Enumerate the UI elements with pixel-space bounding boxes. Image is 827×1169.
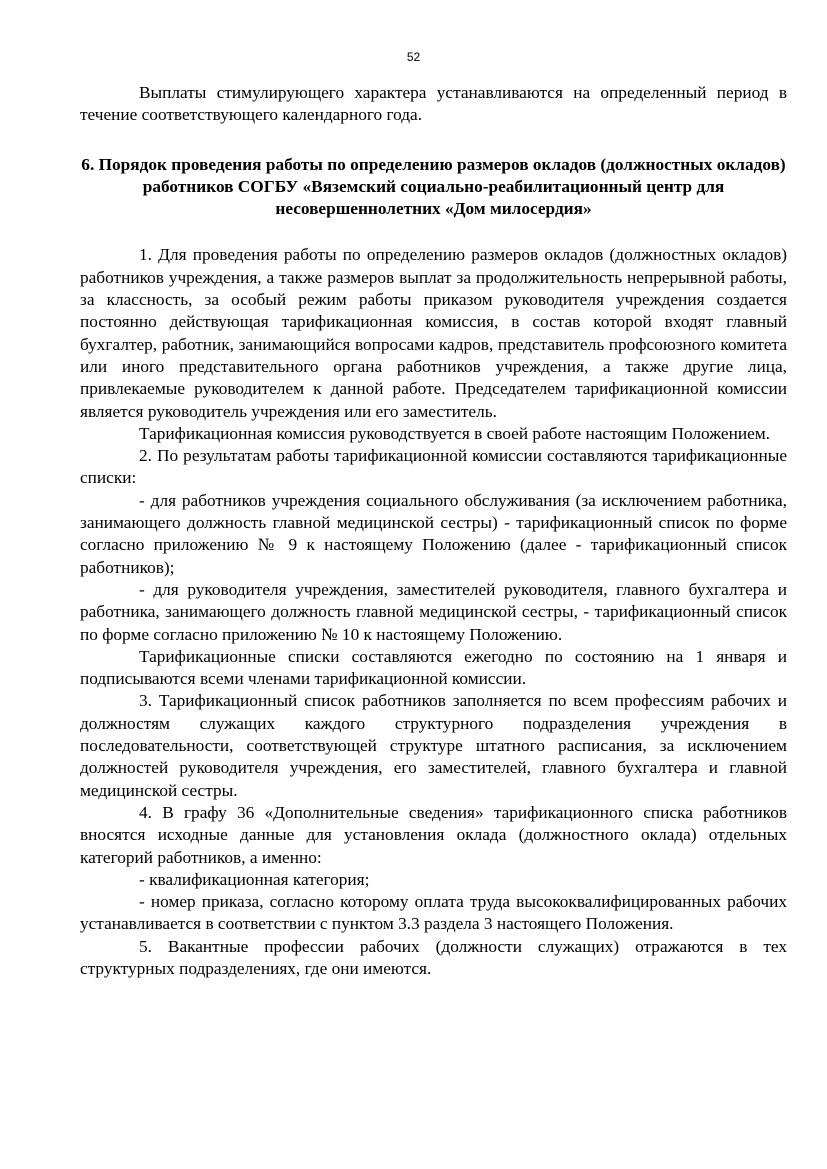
list-item-qualification: - квалификационная категория; xyxy=(139,869,370,889)
paragraph-item-3: 3. Тарификационный список работников заполняется по всем профессиям рабочих и должностям служащих каждого структурного подразделения учреждения в последовательности, соответствующей структуре штатного расписания, за исключением должностей руководителя учреждения, его заместителей, главного бухгалтера и главной медицинской сестры. xyxy=(80,691,787,800)
paragraph-item-4: 4. В графу 36 «Дополнительные сведения» тарификационного списка работников вносятся исходные данные для установления оклада (должностного оклада) отдельных категорий работников, а именно: xyxy=(80,802,787,867)
list-item-management-list: - для руководителя учреждения, заместителей руководителя, главного бухгалтера и работника, занимающего должность главной медицинской сестры, - тарификационный список по форме согласно приложению № 10 к настоящему Положению. xyxy=(80,579,787,644)
paragraph-item-1: 1. Для проведения работы по определению размеров окладов (должностных окладов) работников учреждения, а также размеров выплат за продолжительность непрерывной работы, за классность, за особый режим работы приказом руководителя учреждения создается постоянно действующая тарификационная комиссия, в состав которой входят главный бухгалтер, работник, занимающийся вопросами кадров, представитель профсоюзного комитета или иного представительного органа работников учреждения, а также другие лица, привлекаемые руководителем к данной работе. Председателем тарификационной комиссии является руководитель учреждения или его заместитель. xyxy=(80,245,787,421)
paragraph-item-2: 2. По результатам работы тарификационной комиссии составляются тарификационные списки: xyxy=(80,446,787,488)
paragraph-item-5: 5. Вакантные профессии рабочих (должности служащих) отражаются в тех структурных подразделениях, где они имеются. xyxy=(80,936,787,978)
paragraph-commission-guidance: Тарификационная комиссия руководствуется в своей работе настоящим Положением. xyxy=(139,423,770,443)
list-item-order-number: - номер приказа, согласно которому оплата труда высококвалифицированных рабочих устанавливается в соответствии с пунктом 3.3 раздела 3 настоящего Положения. xyxy=(80,892,787,934)
section-heading: 6. Порядок проведения работы по определению размеров окладов (должностных окладов) работников СОГБУ «Вяземский социально-реабилитационный центр для несовершеннолетних «Дом милосердия» xyxy=(81,154,786,219)
paragraph-intro: Выплаты стимулирующего характера устанавливаются на определенный период в течение соответствующего календарного года. xyxy=(80,83,787,125)
paragraph-annual-lists: Тарификационные списки составляются ежегодно по состоянию на 1 января и подписываются всеми членами тарификационной комиссии. xyxy=(80,646,787,689)
document-body xyxy=(80,82,787,980)
page-number: 52 xyxy=(406,50,421,64)
list-item-workers-list: - для работников учреждения социального обслуживания (за исключением работника, занимающего должность главной медицинской сестры) - тарификационный список по форме согласно приложению № 9 к настоящему Положению (далее - тарификационный список работников); xyxy=(80,490,787,577)
